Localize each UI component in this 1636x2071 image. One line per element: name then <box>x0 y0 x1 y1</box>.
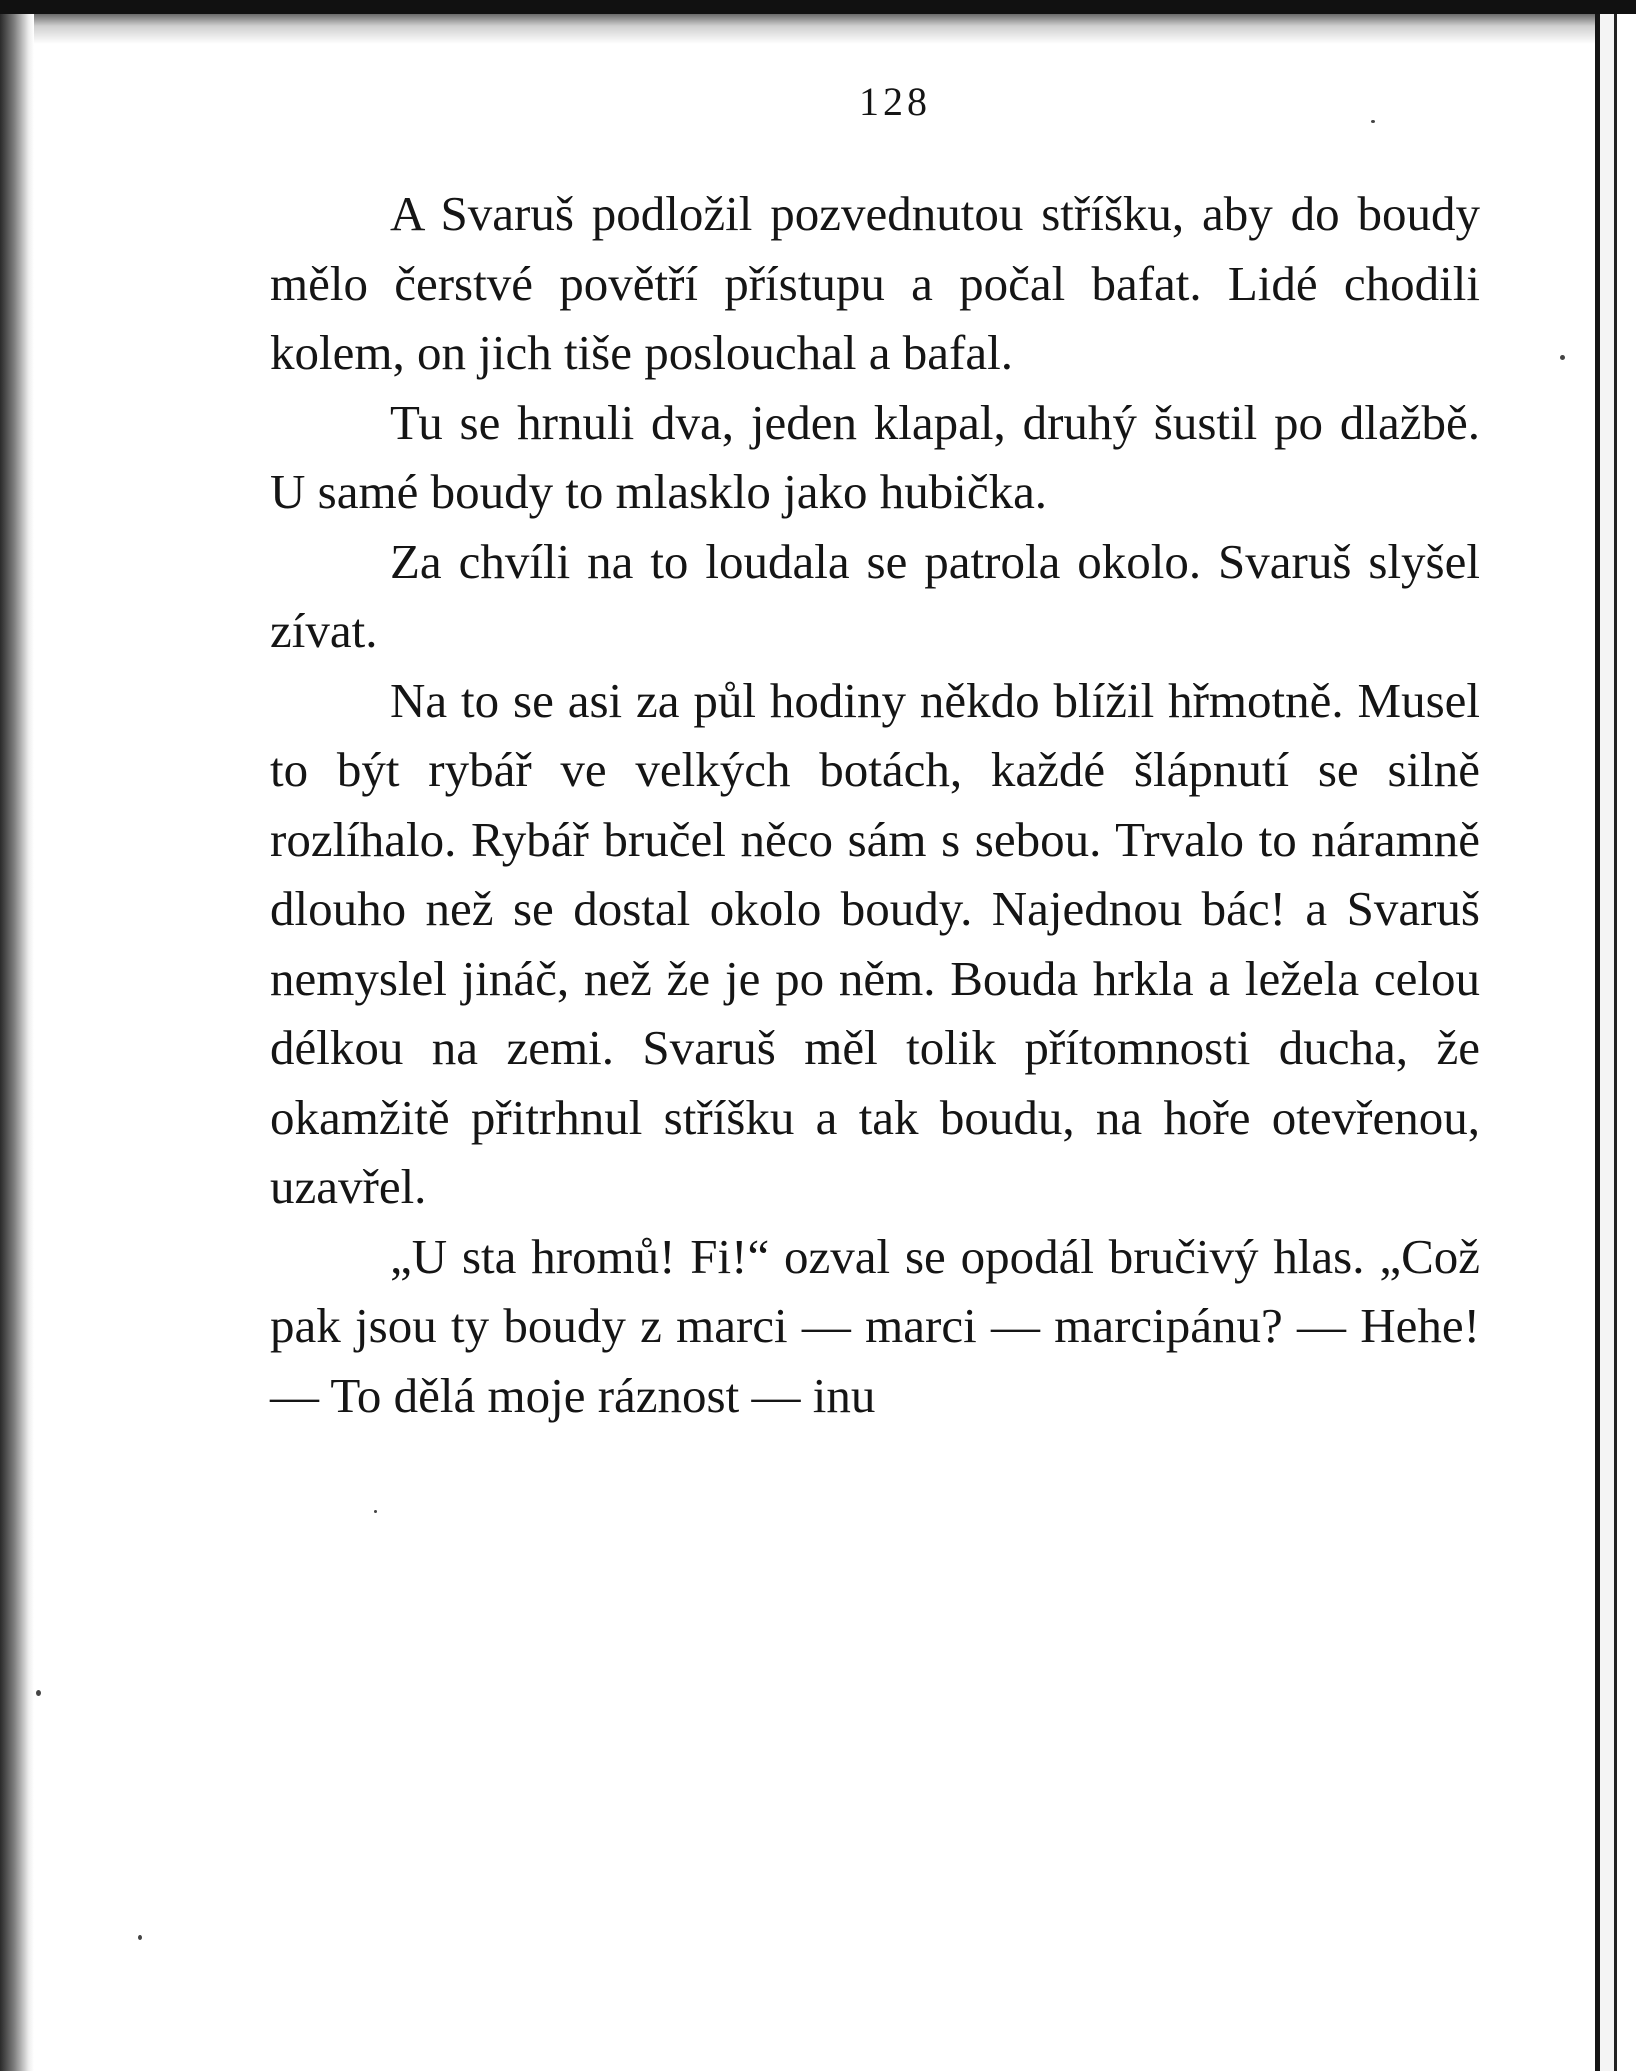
scan-speck <box>36 1690 41 1696</box>
body-text <box>270 179 1480 1430</box>
scan-speck <box>1560 355 1565 360</box>
scan-shadow-top <box>0 14 1600 44</box>
paragraph: „U sta hromů! Fi!“ ozval se opodál bručivý hlas. „Což pak jsou ty boudy z marci — marci — marcipánu? — Hehe! — To dělá moje ráznost — inu <box>270 1228 1480 1423</box>
scan-speck <box>138 1935 142 1940</box>
paragraph: Tu se hrnuli dva, jeden klapal, druhý šustil po dlažbě. U samé boudy to mlasklo jako hubička. <box>270 394 1480 519</box>
page-number: 128 <box>859 79 931 124</box>
book-page <box>270 60 1480 1430</box>
paragraph: Na to se asi za půl hodiny někdo blížil hřmotně. Musel to být rybář ve velkých botách, každé šlápnutí se silně rozlíhalo. Rybář bručel něco sám s sebou. Trvalo to náramně dlouho než se dostal okolo boudy. Najednou bác! a Svaruš nemyslel jináč, než že je po něm. Bouda hrkla a ležela celou délkou na zemi. Svaruš měl tolik přítomnosti ducha, že okamžitě přitrhnul stříšku a tak boudu, na hoře otevřenou, uzavřel. <box>270 672 1480 1214</box>
scan-border-left <box>0 14 34 2071</box>
next-page-edge <box>1600 14 1614 2071</box>
paragraph: A Svaruš podložil pozvednutou stříšku, aby do boudy mělo čerstvé povětří přístupu a počal bafat. Lidé chodili kolem, on jich tiše poslouchal a bafal. <box>270 186 1480 380</box>
scan-speck <box>374 1510 377 1513</box>
paragraph: Za chvíli na to loudala se patrola okolo. Svaruš slyšel zívat. <box>270 533 1480 658</box>
scan-border-top <box>0 0 1636 14</box>
scan-margin-right <box>1617 14 1636 2071</box>
